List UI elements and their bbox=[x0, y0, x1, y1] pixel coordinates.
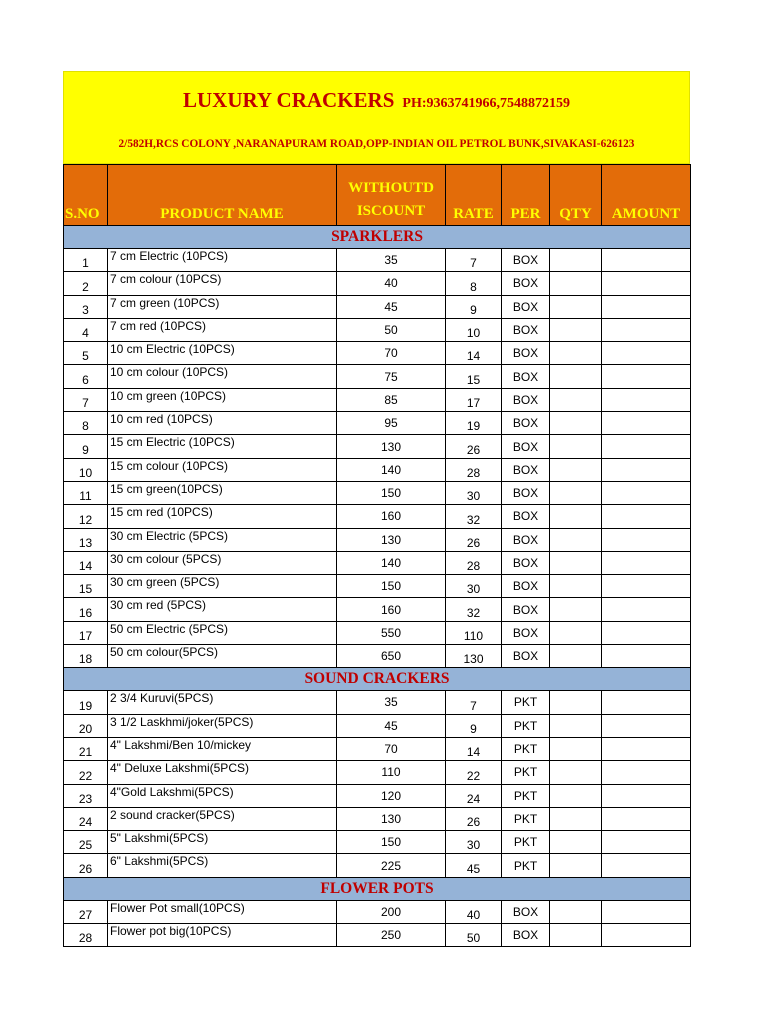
cell-rate: 28 bbox=[446, 458, 502, 481]
cell-qty[interactable] bbox=[550, 854, 602, 877]
cell-amount[interactable] bbox=[602, 900, 691, 923]
cell-product-name: 4" Deluxe Lakshmi(5PCS) bbox=[108, 761, 337, 784]
cell-sno: 20 bbox=[64, 714, 108, 737]
cell-sno: 23 bbox=[64, 784, 108, 807]
cell-qty[interactable] bbox=[550, 481, 602, 504]
cell-sno: 9 bbox=[64, 435, 108, 458]
cell-without-discount: 85 bbox=[337, 388, 446, 411]
cell-qty[interactable] bbox=[550, 272, 602, 295]
cell-sno: 14 bbox=[64, 551, 108, 574]
column-header-rate: RATE bbox=[446, 165, 502, 226]
cell-without-discount: 40 bbox=[337, 272, 446, 295]
section-header-row bbox=[64, 877, 691, 900]
cell-rate: 10 bbox=[446, 318, 502, 341]
table-row bbox=[64, 342, 691, 365]
table-row bbox=[64, 412, 691, 435]
table-header-row bbox=[64, 165, 691, 226]
cell-per: BOX bbox=[502, 645, 550, 668]
price-list-sheet bbox=[63, 71, 690, 947]
table-row bbox=[64, 249, 691, 272]
cell-per: BOX bbox=[502, 295, 550, 318]
cell-qty[interactable] bbox=[550, 761, 602, 784]
table-row bbox=[64, 737, 691, 760]
table-body bbox=[64, 226, 691, 947]
cell-per: PKT bbox=[502, 691, 550, 714]
cell-amount[interactable] bbox=[602, 458, 691, 481]
cell-amount[interactable] bbox=[602, 598, 691, 621]
column-header-without-discount bbox=[337, 165, 446, 226]
cell-without-discount: 130 bbox=[337, 435, 446, 458]
cell-product-name: 10 cm Electric (10PCS) bbox=[108, 342, 337, 365]
cell-product-name: 30 cm green (5PCS) bbox=[108, 575, 337, 598]
cell-product-name: 50 cm colour(5PCS) bbox=[108, 645, 337, 668]
cell-per: BOX bbox=[502, 900, 550, 923]
cell-sno: 15 bbox=[64, 575, 108, 598]
cell-sno: 10 bbox=[64, 458, 108, 481]
price-table bbox=[63, 164, 691, 947]
cell-amount[interactable] bbox=[602, 645, 691, 668]
cell-product-name: 2 sound cracker(5PCS) bbox=[108, 807, 337, 830]
cell-amount[interactable] bbox=[602, 272, 691, 295]
cell-rate: 26 bbox=[446, 435, 502, 458]
cell-rate: 32 bbox=[446, 505, 502, 528]
table-row bbox=[64, 318, 691, 341]
cell-product-name: Flower Pot small(10PCS) bbox=[108, 900, 337, 923]
cell-without-discount: 50 bbox=[337, 318, 446, 341]
section-title: FLOWER POTS bbox=[64, 877, 691, 900]
table-row bbox=[64, 388, 691, 411]
cell-without-discount: 200 bbox=[337, 900, 446, 923]
cell-per: PKT bbox=[502, 737, 550, 760]
cell-product-name: 10 cm red (10PCS) bbox=[108, 412, 337, 435]
cell-qty[interactable] bbox=[550, 784, 602, 807]
cell-rate: 130 bbox=[446, 645, 502, 668]
cell-without-discount: 130 bbox=[337, 528, 446, 551]
cell-product-name: 10 cm colour (10PCS) bbox=[108, 365, 337, 388]
cell-without-discount: 75 bbox=[337, 365, 446, 388]
cell-amount[interactable] bbox=[602, 807, 691, 830]
cell-rate: 30 bbox=[446, 481, 502, 504]
cell-product-name: 4"Gold Lakshmi(5PCS) bbox=[108, 784, 337, 807]
table-row bbox=[64, 831, 691, 854]
cell-rate: 17 bbox=[446, 388, 502, 411]
cell-rate: 28 bbox=[446, 551, 502, 574]
table-row bbox=[64, 481, 691, 504]
cell-without-discount: 95 bbox=[337, 412, 446, 435]
column-header-product: PRODUCT NAME bbox=[108, 165, 337, 226]
column-header-amount: AMOUNT bbox=[602, 165, 691, 226]
cell-amount[interactable] bbox=[602, 784, 691, 807]
cell-qty[interactable] bbox=[550, 412, 602, 435]
cell-amount[interactable] bbox=[602, 575, 691, 598]
cell-per: BOX bbox=[502, 528, 550, 551]
section-title: SOUND CRACKERS bbox=[64, 668, 691, 691]
table-row bbox=[64, 691, 691, 714]
cell-qty[interactable] bbox=[550, 551, 602, 574]
cell-sno: 22 bbox=[64, 761, 108, 784]
cell-without-discount: 650 bbox=[337, 645, 446, 668]
cell-sno: 25 bbox=[64, 831, 108, 854]
cell-rate: 14 bbox=[446, 342, 502, 365]
table-row bbox=[64, 528, 691, 551]
cell-without-discount: 550 bbox=[337, 621, 446, 644]
cell-sno: 26 bbox=[64, 854, 108, 877]
table-row bbox=[64, 272, 691, 295]
cell-rate: 9 bbox=[446, 295, 502, 318]
cell-sno: 3 bbox=[64, 295, 108, 318]
cell-without-discount: 160 bbox=[337, 598, 446, 621]
cell-per: BOX bbox=[502, 575, 550, 598]
cell-amount[interactable] bbox=[602, 435, 691, 458]
cell-per: PKT bbox=[502, 761, 550, 784]
cell-sno: 28 bbox=[64, 924, 108, 947]
cell-sno: 24 bbox=[64, 807, 108, 830]
cell-per: BOX bbox=[502, 505, 550, 528]
cell-sno: 7 bbox=[64, 388, 108, 411]
cell-product-name: 30 cm red (5PCS) bbox=[108, 598, 337, 621]
cell-sno: 6 bbox=[64, 365, 108, 388]
table-row bbox=[64, 900, 691, 923]
cell-qty[interactable] bbox=[550, 505, 602, 528]
cell-product-name: 2 3/4 Kuruvi(5PCS) bbox=[108, 691, 337, 714]
cell-rate: 26 bbox=[446, 528, 502, 551]
cell-amount[interactable] bbox=[602, 621, 691, 644]
cell-without-discount: 110 bbox=[337, 761, 446, 784]
cell-amount[interactable] bbox=[602, 318, 691, 341]
column-header-per: PER bbox=[502, 165, 550, 226]
table-row bbox=[64, 621, 691, 644]
cell-sno: 18 bbox=[64, 645, 108, 668]
cell-qty[interactable] bbox=[550, 645, 602, 668]
table-row bbox=[64, 575, 691, 598]
table-row bbox=[64, 924, 691, 947]
cell-per: BOX bbox=[502, 598, 550, 621]
column-header-qty: QTY bbox=[550, 165, 602, 226]
cell-qty[interactable] bbox=[550, 924, 602, 947]
cell-qty[interactable] bbox=[550, 900, 602, 923]
cell-rate: 15 bbox=[446, 365, 502, 388]
cell-amount[interactable] bbox=[602, 831, 691, 854]
cell-rate: 32 bbox=[446, 598, 502, 621]
cell-product-name: 4" Lakshmi/Ben 10/mickey bbox=[108, 737, 337, 760]
table-row bbox=[64, 435, 691, 458]
cell-without-discount: 120 bbox=[337, 784, 446, 807]
cell-sno: 12 bbox=[64, 505, 108, 528]
table-row bbox=[64, 854, 691, 877]
cell-without-discount: 140 bbox=[337, 458, 446, 481]
cell-without-discount: 225 bbox=[337, 854, 446, 877]
cell-sno: 13 bbox=[64, 528, 108, 551]
cell-amount[interactable] bbox=[602, 924, 691, 947]
cell-qty[interactable] bbox=[550, 342, 602, 365]
table-row bbox=[64, 784, 691, 807]
shop-phone: PH:9363741966,7548872159 bbox=[402, 96, 571, 111]
cell-rate: 30 bbox=[446, 831, 502, 854]
cell-product-name: 7 cm colour (10PCS) bbox=[108, 272, 337, 295]
cell-without-discount: 140 bbox=[337, 551, 446, 574]
cell-product-name: 7 cm red (10PCS) bbox=[108, 318, 337, 341]
cell-per: PKT bbox=[502, 714, 550, 737]
cell-sno: 2 bbox=[64, 272, 108, 295]
cell-product-name: 10 cm green (10PCS) bbox=[108, 388, 337, 411]
cell-amount[interactable] bbox=[602, 412, 691, 435]
cell-product-name: 5" Lakshmi(5PCS) bbox=[108, 831, 337, 854]
cell-without-discount: 130 bbox=[337, 807, 446, 830]
cell-product-name: 50 cm Electric (5PCS) bbox=[108, 621, 337, 644]
cell-rate: 7 bbox=[446, 691, 502, 714]
cell-qty[interactable] bbox=[550, 528, 602, 551]
cell-per: PKT bbox=[502, 854, 550, 877]
section-header-row bbox=[64, 226, 691, 249]
cell-sno: 1 bbox=[64, 249, 108, 272]
cell-qty[interactable] bbox=[550, 575, 602, 598]
cell-qty[interactable] bbox=[550, 714, 602, 737]
cell-rate: 8 bbox=[446, 272, 502, 295]
cell-without-discount: 70 bbox=[337, 342, 446, 365]
cell-amount[interactable] bbox=[602, 854, 691, 877]
cell-without-discount: 35 bbox=[337, 691, 446, 714]
cell-sno: 27 bbox=[64, 900, 108, 923]
column-header-sno: S.NO bbox=[64, 165, 108, 226]
cell-sno: 4 bbox=[64, 318, 108, 341]
cell-rate: 45 bbox=[446, 854, 502, 877]
cell-product-name: Flower pot big(10PCS) bbox=[108, 924, 337, 947]
cell-sno: 11 bbox=[64, 481, 108, 504]
cell-qty[interactable] bbox=[550, 458, 602, 481]
without-discount-line-1: WITHOUTD bbox=[348, 180, 434, 196]
cell-qty[interactable] bbox=[550, 807, 602, 830]
table-row bbox=[64, 598, 691, 621]
cell-amount[interactable] bbox=[602, 737, 691, 760]
cell-rate: 24 bbox=[446, 784, 502, 807]
cell-rate: 110 bbox=[446, 621, 502, 644]
cell-per: BOX bbox=[502, 249, 550, 272]
cell-per: PKT bbox=[502, 784, 550, 807]
cell-sno: 8 bbox=[64, 412, 108, 435]
cell-amount[interactable] bbox=[602, 295, 691, 318]
cell-per: PKT bbox=[502, 807, 550, 830]
cell-amount[interactable] bbox=[602, 761, 691, 784]
cell-without-discount: 160 bbox=[337, 505, 446, 528]
cell-without-discount: 45 bbox=[337, 295, 446, 318]
section-title: SPARKLERS bbox=[64, 226, 691, 249]
cell-sno: 21 bbox=[64, 737, 108, 760]
cell-product-name: 15 cm red (10PCS) bbox=[108, 505, 337, 528]
table-row bbox=[64, 807, 691, 830]
cell-without-discount: 150 bbox=[337, 831, 446, 854]
cell-qty[interactable] bbox=[550, 831, 602, 854]
cell-per: BOX bbox=[502, 458, 550, 481]
cell-product-name: 15 cm Electric (10PCS) bbox=[108, 435, 337, 458]
table-row bbox=[64, 645, 691, 668]
cell-product-name: 15 cm colour (10PCS) bbox=[108, 458, 337, 481]
cell-rate: 7 bbox=[446, 249, 502, 272]
cell-rate: 40 bbox=[446, 900, 502, 923]
cell-qty[interactable] bbox=[550, 691, 602, 714]
cell-per: BOX bbox=[502, 272, 550, 295]
table-row bbox=[64, 365, 691, 388]
cell-amount[interactable] bbox=[602, 481, 691, 504]
cell-qty[interactable] bbox=[550, 435, 602, 458]
cell-amount[interactable] bbox=[602, 714, 691, 737]
shop-banner bbox=[63, 71, 690, 164]
table-row bbox=[64, 295, 691, 318]
cell-per: PKT bbox=[502, 831, 550, 854]
cell-amount[interactable] bbox=[602, 505, 691, 528]
cell-per: BOX bbox=[502, 621, 550, 644]
cell-qty[interactable] bbox=[550, 388, 602, 411]
table-row bbox=[64, 761, 691, 784]
table-row bbox=[64, 505, 691, 528]
cell-rate: 22 bbox=[446, 761, 502, 784]
cell-product-name: 30 cm Electric (5PCS) bbox=[108, 528, 337, 551]
shop-name: LUXURY CRACKERS bbox=[182, 88, 395, 112]
cell-product-name: 7 cm green (10PCS) bbox=[108, 295, 337, 318]
without-discount-line-2: ISCOUNT bbox=[356, 203, 426, 219]
cell-qty[interactable] bbox=[550, 365, 602, 388]
cell-sno: 16 bbox=[64, 598, 108, 621]
cell-qty[interactable] bbox=[550, 737, 602, 760]
cell-per: BOX bbox=[502, 412, 550, 435]
cell-per: BOX bbox=[502, 435, 550, 458]
cell-rate: 19 bbox=[446, 412, 502, 435]
cell-per: BOX bbox=[502, 924, 550, 947]
cell-rate: 30 bbox=[446, 575, 502, 598]
cell-product-name: 6" Lakshmi(5PCS) bbox=[108, 854, 337, 877]
cell-per: BOX bbox=[502, 365, 550, 388]
cell-sno: 5 bbox=[64, 342, 108, 365]
cell-amount[interactable] bbox=[602, 249, 691, 272]
cell-without-discount: 150 bbox=[337, 575, 446, 598]
cell-without-discount: 250 bbox=[337, 924, 446, 947]
cell-qty[interactable] bbox=[550, 318, 602, 341]
cell-rate: 9 bbox=[446, 714, 502, 737]
cell-amount[interactable] bbox=[602, 691, 691, 714]
cell-rate: 50 bbox=[446, 924, 502, 947]
cell-sno: 17 bbox=[64, 621, 108, 644]
cell-qty[interactable] bbox=[550, 249, 602, 272]
cell-product-name: 3 1/2 Laskhmi/joker(5PCS) bbox=[108, 714, 337, 737]
cell-per: BOX bbox=[502, 388, 550, 411]
cell-per: BOX bbox=[502, 481, 550, 504]
cell-amount[interactable] bbox=[602, 528, 691, 551]
title-line bbox=[64, 88, 689, 113]
cell-product-name: 30 cm colour (5PCS) bbox=[108, 551, 337, 574]
cell-rate: 14 bbox=[446, 737, 502, 760]
cell-product-name: 15 cm green(10PCS) bbox=[108, 481, 337, 504]
cell-product-name: 7 cm Electric (10PCS) bbox=[108, 249, 337, 272]
cell-rate: 26 bbox=[446, 807, 502, 830]
cell-qty[interactable] bbox=[550, 598, 602, 621]
cell-without-discount: 35 bbox=[337, 249, 446, 272]
cell-per: BOX bbox=[502, 551, 550, 574]
cell-without-discount: 150 bbox=[337, 481, 446, 504]
shop-address: 2/582H,RCS COLONY ,NARANAPURAM ROAD,OPP-INDIAN OIL PETROL BUNK,SIVAKASI-626123 bbox=[118, 138, 635, 150]
cell-per: BOX bbox=[502, 318, 550, 341]
cell-qty[interactable] bbox=[550, 621, 602, 644]
cell-amount[interactable] bbox=[602, 342, 691, 365]
cell-sno: 19 bbox=[64, 691, 108, 714]
table-row bbox=[64, 714, 691, 737]
cell-without-discount: 70 bbox=[337, 737, 446, 760]
cell-amount[interactable] bbox=[602, 388, 691, 411]
table-row bbox=[64, 458, 691, 481]
cell-amount[interactable] bbox=[602, 551, 691, 574]
cell-amount[interactable] bbox=[602, 365, 691, 388]
cell-qty[interactable] bbox=[550, 295, 602, 318]
section-header-row bbox=[64, 668, 691, 691]
table-row bbox=[64, 551, 691, 574]
cell-without-discount: 45 bbox=[337, 714, 446, 737]
cell-per: BOX bbox=[502, 342, 550, 365]
